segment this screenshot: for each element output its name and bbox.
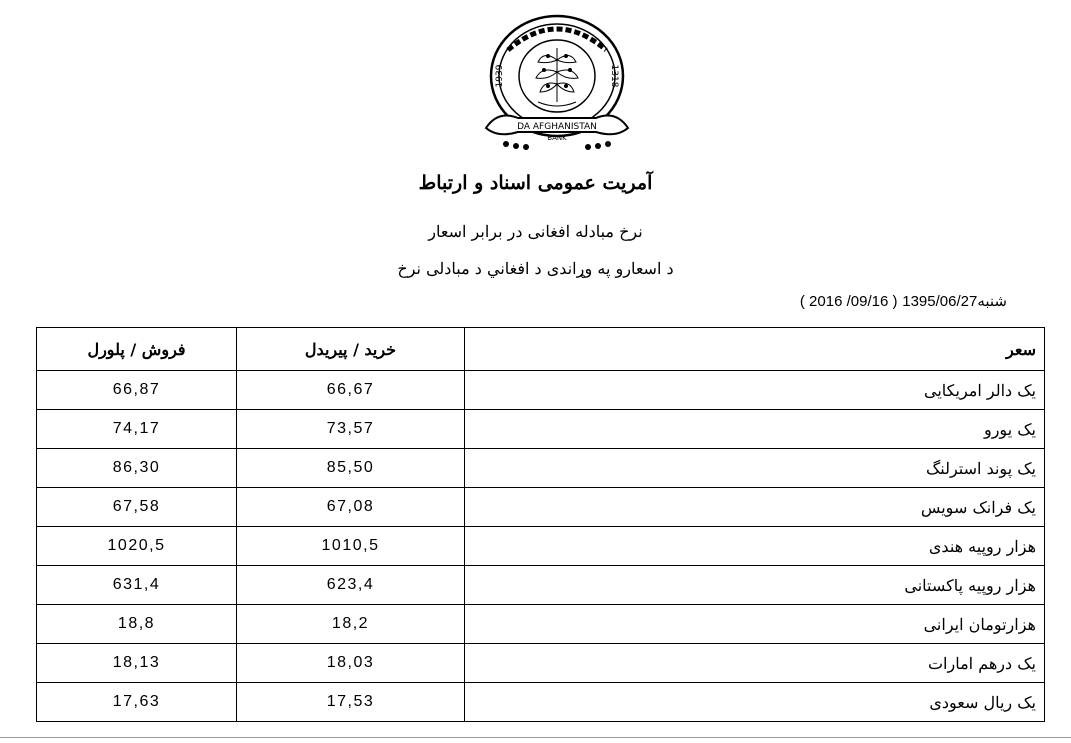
table-row [37,488,1045,527]
currency-cell [465,527,1045,566]
currency-cell [465,566,1045,605]
currency-name: هزار روپیه هندی [928,536,1036,556]
page-bottom-divider [0,737,1071,738]
currency-name: هزارتومان ایرانی [923,614,1036,634]
sell-rate: 86,30 [37,449,237,488]
table-header-row [37,328,1045,371]
date-line [800,292,1007,310]
currency-name: هزار روپیه پاکستانی [904,575,1036,595]
buy-rate: 18,2 [237,605,465,644]
sell-rate: 1020,5 [37,527,237,566]
buy-rate: 17,53 [237,683,465,722]
currency-cell [465,488,1045,527]
buy-rate: 73,57 [237,410,465,449]
table-row [37,683,1045,722]
seal-bank-word: BANK [547,134,567,142]
currency-cell [465,449,1045,488]
currency-cell [465,683,1045,722]
table-row [37,605,1045,644]
table-row [37,566,1045,605]
buy-rate: 1010,5 [237,527,465,566]
table-row [37,410,1045,449]
date-day: شنبه [977,292,1007,310]
currency-name: یک ریال سعودی [929,692,1036,712]
date-gregorian: ( 2016 /09/16 ) [799,293,898,310]
seal-year-left: 1939 [495,64,505,88]
exchange-rates-table [36,327,1045,722]
currency-cell [465,605,1045,644]
currency-name: یک فرانک سویس [920,497,1036,517]
table-row [37,449,1045,488]
table-row [37,371,1045,410]
table-row [37,527,1045,566]
column-header-sell: فروش / پلورل [37,328,237,371]
buy-rate: 18,03 [237,644,465,683]
currency-cell [465,410,1045,449]
sell-rate: 66,87 [37,371,237,410]
sell-rate: 18,8 [37,605,237,644]
department-title: آمریت عمومی اسناد و ارتباط [418,172,653,194]
column-header-currency-label: سعر [1006,339,1036,359]
currency-name: یک یورو [983,419,1036,439]
bank-seal-logo [478,10,636,152]
exchange-rate-subtitle: نرخ مبادله افغانی در برابر اسعار [428,222,643,241]
currency-cell [465,371,1045,410]
table-row [37,644,1045,683]
sell-rate: 74,17 [37,410,237,449]
currency-name: یک پوند استرلنگ [925,458,1036,478]
sell-rate: 18,13 [37,644,237,683]
currency-name: یک درهم امارات [927,653,1036,673]
column-header-currency [465,328,1045,371]
seal-bank-name: DA AFGHANISTAN [517,122,597,132]
column-header-buy: خرید / پیریدل [237,328,465,371]
buy-rate: 623,4 [237,566,465,605]
buy-rate: 66,67 [237,371,465,410]
pashto-subtitle: د اسعارو په وړاندی د افغاني د مبادلی نرخ [397,259,674,278]
sell-rate: 631,4 [37,566,237,605]
sell-rate: 17,63 [37,683,237,722]
currency-cell [465,644,1045,683]
sell-rate: 67,58 [37,488,237,527]
currency-name: یک دالر امریکایی [923,380,1036,400]
buy-rate: 85,50 [237,449,465,488]
seal-year-right: 1318 [609,64,619,88]
date-hijri: 1395/06/27 [902,293,978,310]
buy-rate: 67,08 [237,488,465,527]
